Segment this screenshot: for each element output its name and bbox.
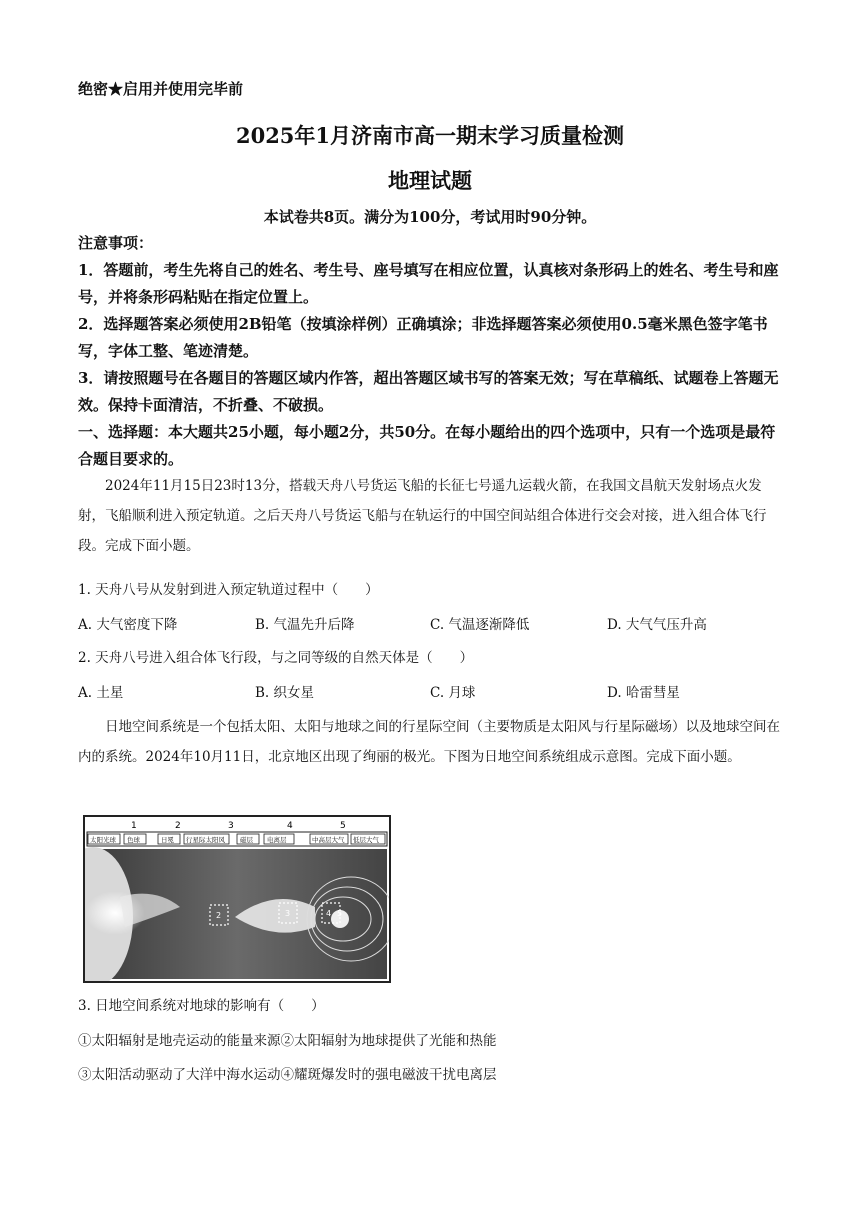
section-heading: 一、选择题：本大题共25小题，每小题2分，共50分。在每小题给出的四个选项中，只有一个选项是最符合题目要求的。: [78, 423, 776, 468]
note-item-3: 3．请按照题号在各题目的答题区域内作答，超出答题区域书写的答案无效；写在草稿纸、试题卷上答题无效。保持卡面清洁，不折叠、不破损。: [78, 369, 779, 414]
fig-label-magnetosphere: 磁层: [240, 836, 253, 844]
passage-1: 2024年11月15日23时13分，搭载天舟八号货运飞船的长征七号遥九运载火箭，在我国文昌航天发射场点火发射，飞船顺利进入预定轨道。之后天舟八号货运飞船与在轨运行的中国空间站组合体进行交会对接，进入组合体飞行段。完成下面小题。: [78, 478, 767, 554]
exam-info: 本试卷共8页。满分为100分，考试用时90分钟。: [263, 208, 597, 226]
question-3-line-2: ③太阳活动驱动了大洋中海水运动④耀斑爆发时的强电磁波干扰电离层: [78, 1067, 497, 1083]
question-2-stem: 2. 天舟八号进入组合体飞行段，与之同等级的自然天体是（ ）: [78, 650, 474, 666]
q2-option-b: B. 织女星: [255, 685, 315, 701]
fig-label-solar-wind: 行星际太阳风: [186, 836, 225, 844]
fig-number-2: 2: [175, 821, 181, 831]
q2-option-a: A. 土星: [78, 685, 124, 701]
q1-option-a: A. 大气密度下降: [78, 617, 178, 633]
fig-label-lower-atmosphere: 低层大气: [353, 836, 379, 844]
question-3-line-1: ①太阳辐射是地壳运动的能量来源②太阳辐射为地球提供了光能和热能: [78, 1033, 497, 1049]
sun-earth-space-figure: [83, 815, 391, 983]
q2-option-c: C. 月球: [430, 685, 476, 701]
q1-option-d: D. 大气气压升高: [607, 617, 707, 633]
q1-option-b: B. 气温先升后降: [255, 617, 355, 633]
question-1-stem: 1. 天舟八号从发射到进入预定轨道过程中（ ）: [78, 582, 379, 598]
marker-4: 4: [326, 909, 332, 918]
q2-option-d: D. 哈雷彗星: [607, 685, 680, 701]
notes-heading: 注意事项：: [78, 234, 154, 252]
fig-label-photosphere: 太阳光球: [90, 836, 116, 844]
marker-3: 3: [285, 909, 291, 918]
sun-earth-diagram: [85, 817, 389, 981]
fig-label-upper-atmosphere: 中高层大气: [312, 836, 345, 844]
fig-label-corona: 日冕: [161, 836, 174, 844]
fig-label-chromosphere: 色球: [127, 836, 140, 844]
passage-2: 日地空间系统是一个包括太阳、太阳与地球之间的行星际空间（主要物质是太阳风与行星际磁场）以及地球空间在内的系统。2024年10月11日，北京地区出现了绚丽的极光。下图为日地空间系统组成示意图。完成下面小题。: [78, 719, 780, 765]
fig-label-ionosphere: 电离层: [267, 836, 287, 844]
note-item-2: 2．选择题答案必须使用2B铅笔（按填涂样例）正确填涂；非选择题答案必须使用0.5毫米黑色签字笔书写，字体工整、笔迹清楚。: [78, 315, 768, 360]
fig-number-4: 4: [287, 821, 293, 831]
fig-number-5: 5: [340, 821, 346, 831]
subject-title: 地理试题: [388, 168, 472, 193]
question-3-stem: 3. 日地空间系统对地球的影响有（ ）: [78, 998, 325, 1014]
q1-option-c: C. 气温逐渐降低: [430, 617, 530, 633]
note-item-1: 1．答题前，考生先将自己的姓名、考生号、座号填写在相应位置，认真核对条形码上的姓名、考生号和座号，并将条形码粘贴在指定位置上。: [78, 261, 779, 306]
marker-5: 5: [337, 909, 343, 918]
fig-number-3: 3: [228, 821, 234, 831]
confidential-label: 绝密★启用并使用完毕前: [78, 80, 244, 98]
marker-2: 2: [216, 911, 222, 920]
exam-title: 2025年1月济南市高一期末学习质量检测: [235, 123, 625, 148]
fig-number-1: 1: [131, 821, 137, 831]
